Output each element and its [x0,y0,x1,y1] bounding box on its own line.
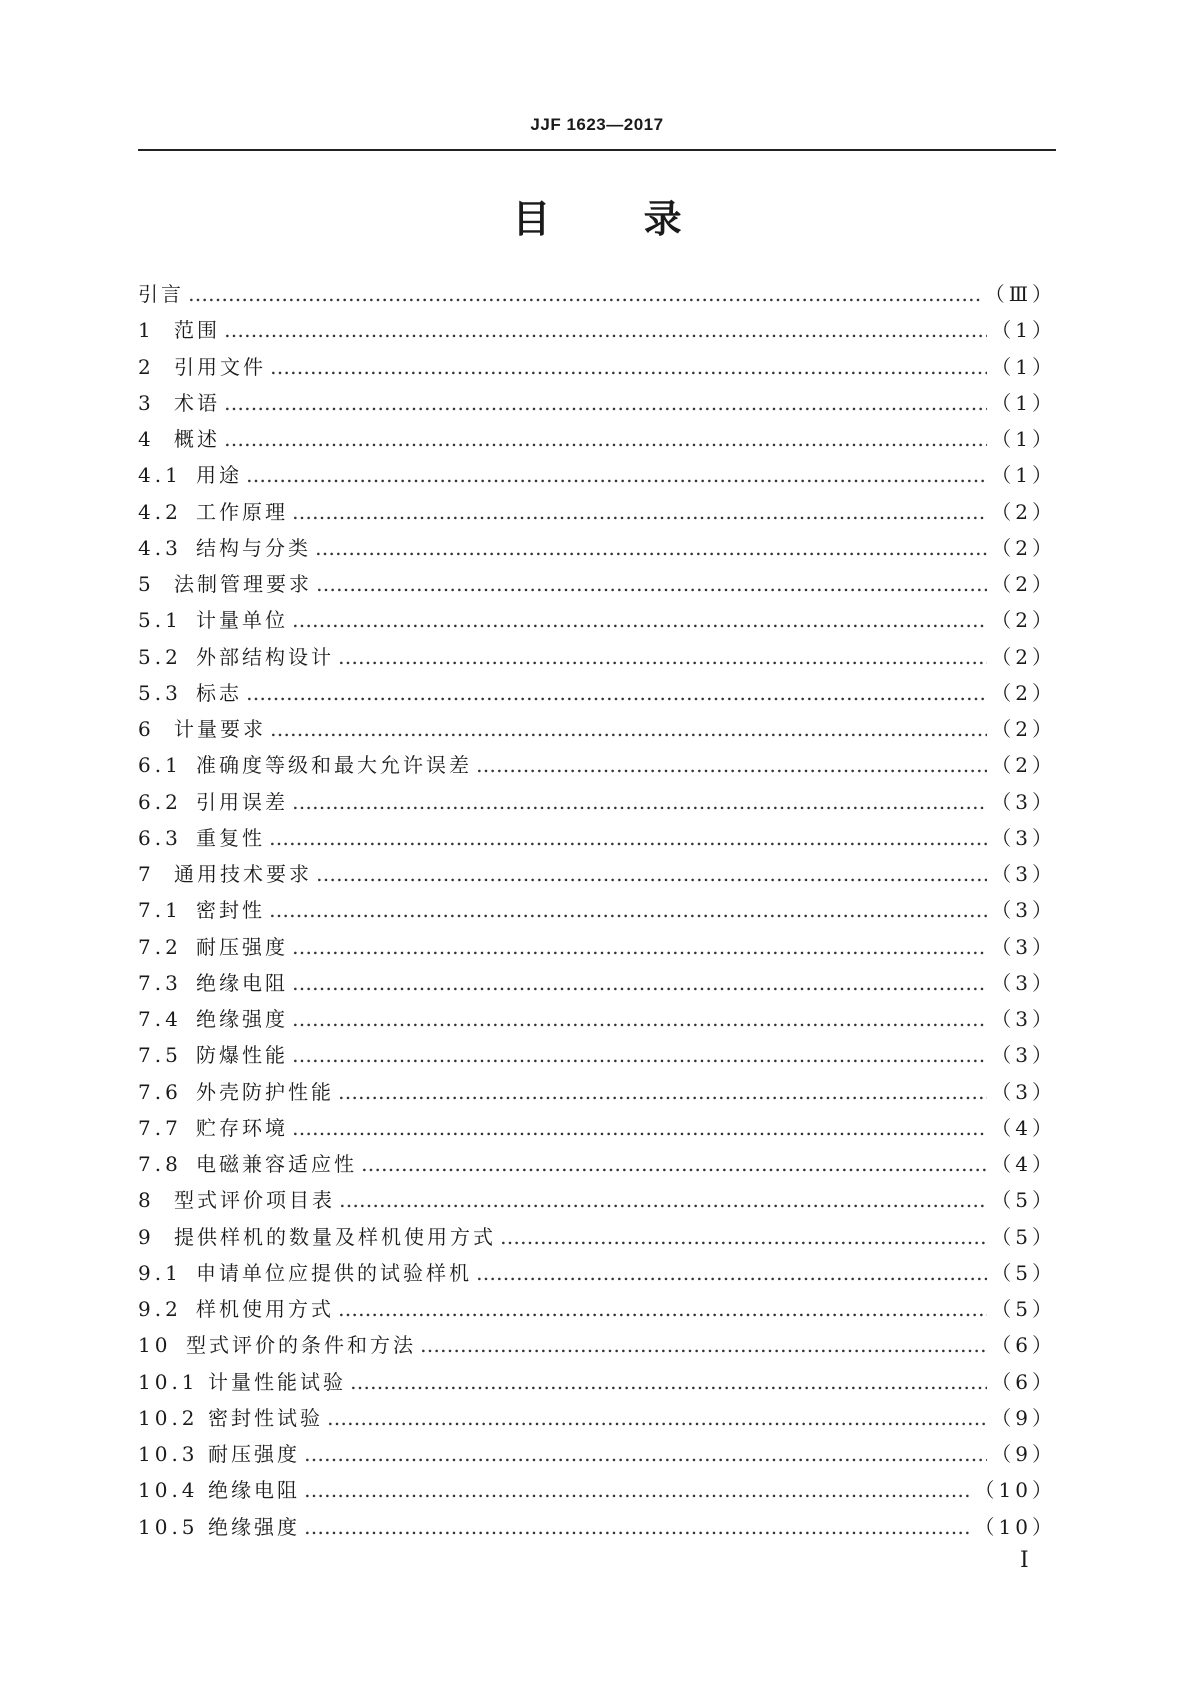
toc-dot-leader [270,711,987,747]
toc-entry-title: 通用技术要求 [174,862,312,886]
toc-entry[interactable] [138,856,1056,892]
toc-entry-number: 10.1 [138,1369,199,1394]
toc-entry[interactable] [138,747,1056,783]
toc-entry-number: 4.3 [138,535,182,560]
toc-entry-page: （2） [991,644,1056,669]
toc-entry-title: 外壳防护性能 [196,1079,334,1104]
toc-entry-number: 9 [138,1224,155,1249]
toc-dot-leader [316,856,987,892]
toc-dot-leader [292,1037,987,1073]
toc-entry-page: （4） [991,1152,1056,1176]
toc-entry-number: 6.3 [138,825,182,850]
toc-entry[interactable] [138,1436,1056,1472]
toc-entry-page: （2） [991,499,1056,524]
toc-entry[interactable] [138,312,1056,348]
toc-dot-leader [224,312,987,348]
toc-entry[interactable] [138,711,1056,747]
toc-entry-page: （3） [991,1007,1056,1031]
toc-entry-number: 7.6 [138,1079,182,1104]
toc-entry[interactable] [138,421,1056,457]
toc-dot-leader [476,1255,987,1291]
header-rule [138,149,1056,151]
toc-dot-leader [224,421,987,457]
toc-entry-page: （5） [991,1260,1056,1285]
toc-entry-number: 5.1 [138,608,182,633]
toc-entry-title: 引用文件 [174,354,266,379]
toc-dot-leader [269,820,987,856]
toc-dot-leader [292,965,987,1001]
toc-entry-title: 引言 [138,282,184,306]
toc-dot-leader [361,1146,987,1182]
toc-entry-page: （4） [991,1115,1056,1140]
toc-entry-title: 结构与分类 [196,535,311,560]
toc-entry[interactable] [138,385,1056,421]
toc-dot-leader [292,929,987,965]
toc-entry[interactable] [138,1364,1056,1400]
toc-entry-page: （Ⅲ） [984,282,1056,306]
toc-entry[interactable] [138,494,1056,530]
toc-entry-title: 引用误差 [196,789,288,814]
toc-entry-title: 范围 [174,318,220,343]
toc-dot-leader [292,1110,987,1146]
toc-entry-page: （10） [974,1514,1056,1539]
toc-entry-page: （2） [991,572,1056,596]
toc-entry-page: （9） [991,1405,1056,1430]
toc-entry[interactable] [138,1219,1056,1255]
toc-entry-title: 法制管理要求 [174,572,312,596]
toc-entry-page: （3） [991,789,1056,814]
toc-entry-page: （1） [991,354,1056,379]
toc-entry-number: 7.3 [138,970,182,995]
toc-entry-number: 10.5 [138,1514,199,1539]
toc-entry-title: 术语 [174,390,220,415]
toc-entry-title: 耐压强度 [196,934,288,959]
page-title: 目 录 [512,197,682,241]
toc-dot-leader [476,747,987,783]
toc-entry[interactable] [138,1074,1056,1110]
toc-dot-leader [304,1509,971,1545]
toc-entry-page: （9） [991,1442,1056,1466]
toc-entry-page: （6） [991,1369,1056,1394]
toc-entry[interactable] [138,457,1056,493]
toc-entry-number: 7.5 [138,1043,182,1068]
toc-entry-number: 4.2 [138,499,182,524]
toc-dot-leader [246,457,987,493]
toc-entry-number: 4 [138,427,155,451]
toc-entry-number: 3 [138,390,155,415]
toc-entry-number: 5 [138,572,155,596]
toc-dot-leader [316,566,987,602]
toc-entry[interactable] [138,1255,1056,1291]
toc-entry-number: 10.4 [138,1478,199,1503]
toc-dot-leader [188,276,981,312]
toc-entry-number: 7.4 [138,1007,182,1031]
toc-entry-number: 9.2 [138,1297,182,1321]
toc-entry[interactable] [138,965,1056,1001]
toc-entry-page: （5） [991,1297,1056,1321]
toc-entry-title: 密封性试验 [208,1405,323,1430]
toc-entry-page: （3） [991,825,1056,850]
toc-entry-title: 工作原理 [196,499,288,524]
toc-entry[interactable] [138,1182,1056,1218]
toc-dot-leader [338,1291,987,1327]
toc-entry-number: 10.2 [138,1405,199,1430]
toc-entry-number: 6.1 [138,753,182,778]
toc-dot-leader [350,1364,987,1400]
toc-entry-number: 8 [138,1188,155,1213]
toc-entry-title: 电磁兼容适应性 [196,1152,357,1176]
toc-entry-number: 7 [138,862,155,886]
toc-dot-leader [292,602,987,638]
toc-entry-page: （1） [991,427,1056,451]
toc-entry-page: （10） [974,1478,1056,1503]
toc-entry-number: 7.2 [138,934,182,959]
toc-dot-leader [338,1074,987,1110]
toc-entry-title: 型式评价项目表 [174,1188,335,1213]
toc-entry[interactable] [138,1472,1056,1508]
toc-entry[interactable] [138,1291,1056,1327]
toc-entry-title: 密封性 [196,898,265,923]
toc-entry[interactable] [138,929,1056,965]
toc-dot-leader [338,639,987,675]
toc-entry-title: 绝缘强度 [196,1007,288,1031]
toc-entry-page: （2） [991,717,1056,741]
toc-entry-page: （3） [991,1079,1056,1104]
toc-entry[interactable] [138,892,1056,928]
toc-entry[interactable] [138,1037,1056,1073]
toc-dot-leader [269,892,987,928]
toc-entry-page: （1） [991,390,1056,415]
toc-entry-number: 5.2 [138,644,182,669]
toc-entry[interactable] [138,349,1056,385]
toc-entry[interactable] [138,1001,1056,1037]
toc-entry-title: 准确度等级和最大允许误差 [196,753,472,778]
toc-entry-number: 2 [138,354,155,379]
toc-entry-title: 标志 [196,680,242,705]
toc-entry-number: 7.7 [138,1115,182,1140]
toc-entry-title: 型式评价的条件和方法 [186,1333,416,1358]
toc-entry-number: 9.1 [138,1260,182,1285]
toc-entry[interactable] [138,1146,1056,1182]
toc-entry-number: 6 [138,717,155,741]
document-code-header: JJF 1623—2017 [530,115,664,134]
toc-entry-page: （3） [991,862,1056,886]
toc-entry-page: （6） [991,1333,1056,1358]
toc-entry-title: 计量单位 [196,608,288,633]
toc-entry-number: 10 [138,1333,172,1358]
toc-entry[interactable] [138,1110,1056,1146]
toc-dot-leader [292,784,987,820]
toc-entry-title: 提供样机的数量及样机使用方式 [174,1224,496,1249]
toc-entry-page: （5） [991,1224,1056,1249]
toc-entry-page: （2） [991,753,1056,778]
toc-entry-page: （5） [991,1188,1056,1213]
toc-entry-number: 10.3 [138,1442,199,1466]
toc-entry-title: 申请单位应提供的试验样机 [196,1260,472,1285]
toc-dot-leader [304,1472,971,1508]
toc-entry[interactable] [138,602,1056,638]
toc-entry-page: （3） [991,934,1056,959]
toc-entry-title: 重复性 [196,825,265,850]
toc-dot-leader [420,1327,987,1363]
toc-entry-page: （3） [991,970,1056,995]
toc-entry-title: 计量性能试验 [208,1369,346,1394]
toc-entry-number: 6.2 [138,789,182,814]
toc-entry[interactable] [138,639,1056,675]
toc-entry-number: 7.8 [138,1152,182,1176]
toc-dot-leader [304,1436,987,1472]
table-of-contents [138,276,1056,1545]
toc-entry[interactable] [138,566,1056,602]
toc-entry[interactable] [138,276,1056,312]
toc-dot-leader [270,349,987,385]
toc-dot-leader [500,1219,987,1255]
toc-entry[interactable] [138,1327,1056,1363]
toc-entry-title: 绝缘强度 [208,1514,300,1539]
toc-entry-page: （1） [991,463,1056,488]
toc-dot-leader [292,494,987,530]
toc-entry-page: （2） [991,680,1056,705]
toc-dot-leader [292,1001,987,1037]
toc-dot-leader [315,530,987,566]
toc-dot-leader [224,385,987,421]
toc-entry-number: 4.1 [138,463,182,488]
toc-entry-number: 7.1 [138,898,182,923]
toc-entry[interactable] [138,675,1056,711]
toc-entry[interactable] [138,784,1056,820]
toc-entry-number: 5.3 [138,680,182,705]
toc-entry-page: （2） [991,535,1056,560]
toc-entry-title: 概述 [174,427,220,451]
toc-entry-title: 绝缘电阻 [208,1478,300,1503]
toc-entry-page: （2） [991,608,1056,633]
toc-entry-title: 样机使用方式 [196,1297,334,1321]
toc-entry-title: 绝缘电阻 [196,970,288,995]
toc-entry-title: 贮存环境 [196,1115,288,1140]
toc-entry-title: 用途 [196,463,242,488]
toc-entry[interactable] [138,1400,1056,1436]
toc-entry-title: 耐压强度 [208,1442,300,1466]
toc-entry[interactable] [138,820,1056,856]
toc-entry-page: （3） [991,898,1056,923]
toc-entry-page: （1） [991,318,1056,343]
toc-dot-leader [246,675,987,711]
toc-entry-title: 防爆性能 [196,1043,288,1068]
toc-entry-title: 计量要求 [174,717,266,741]
toc-entry-title: 外部结构设计 [196,644,334,669]
page-folio: Ⅰ [1020,1548,1029,1573]
toc-entry[interactable] [138,1509,1056,1545]
toc-entry-number: 1 [138,318,155,343]
toc-entry-page: （3） [991,1043,1056,1068]
toc-dot-leader [339,1182,987,1218]
toc-dot-leader [327,1400,987,1436]
toc-entry[interactable] [138,530,1056,566]
